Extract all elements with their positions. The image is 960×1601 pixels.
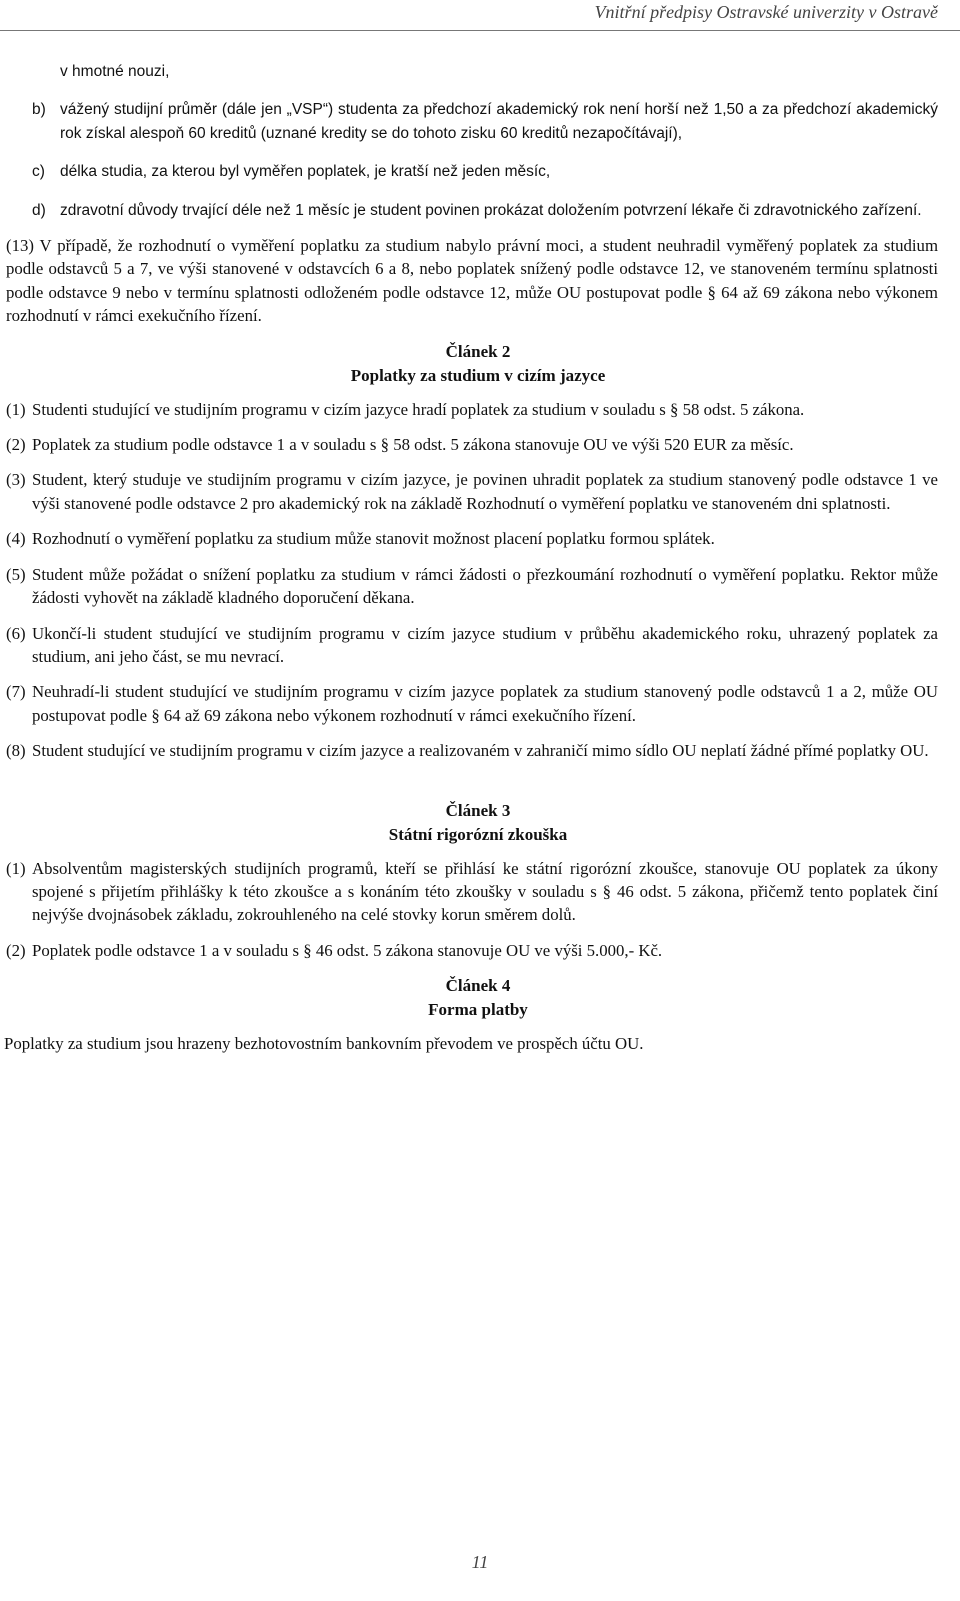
article-4-title: Forma platby bbox=[428, 1000, 528, 1020]
paragraph-label: (4) bbox=[6, 529, 26, 549]
list-item-c bbox=[0, 160, 960, 183]
header-rule bbox=[0, 30, 960, 31]
paragraph-label: (8) bbox=[6, 741, 26, 761]
paragraph-text: Student studující ve studijním programu v cizím jazyce a realizovaném v zahraničí mimo sídlo OU neplatí žádné přímé poplatky OU. bbox=[32, 741, 929, 761]
list-item-label: d) bbox=[32, 201, 46, 219]
paragraph-label: (1) bbox=[6, 858, 26, 878]
paragraph-text: Absolventům magisterských studijních programů, kteří se přihlásí ke státní rigorózní zkoušce, stanovuje OU poplatek za úkony spojené s přijetím přihlášky k této zkoušce a s konáním této zkoušky v souladu s § 46 odst. 5 zákona, přičemž tento poplatek činí nejvýše dvojnásobek základu, zokrouhleného na celé stovky korun směrem dolů. bbox=[32, 858, 938, 925]
list-item-b bbox=[0, 98, 960, 145]
article-2-paragraph bbox=[0, 433, 960, 456]
page-number: 11 bbox=[471, 1552, 489, 1572]
paragraph-text: Student, který studuje ve studijním programu v cizím jazyce, je povinen uhradit poplatek za studium stanovený podle odstavce 1 ve výši stanovené podle odstavce 2 pro akademický rok na základě Rozhodnutí o vyměření poplatku ve stanoveném dni splatnosti. bbox=[32, 470, 938, 513]
article-2-paragraph bbox=[0, 622, 960, 669]
list-item-d bbox=[0, 199, 960, 222]
running-header: Vnitřní předpisy Ostravské univerzity v Ostravě bbox=[594, 2, 938, 22]
paragraph-label: (5) bbox=[6, 564, 26, 584]
list-item-text: zdravotní důvody trvající déle než 1 měsíc je student povinen prokázat doložením potvrzení lékaře či zdravotnického zařízení. bbox=[60, 201, 922, 219]
article-2-paragraph bbox=[0, 563, 960, 610]
article-2-paragraph bbox=[0, 739, 960, 762]
paragraph-text: Poplatek podle odstavce 1 a v souladu s § 46 odst. 5 zákona stanovuje OU ve výši 5.000,- Kč. bbox=[32, 940, 663, 960]
paragraph-label: (6) bbox=[6, 623, 26, 643]
paragraph-text: Neuhradí-li student studující ve studijním programu v cizím jazyce poplatek za studium stanovený podle odstavců 1 a 2, může OU postupovat podle § 64 až 69 zákona nebo výkonem rozhodnutí v rámci exekučního řízení. bbox=[32, 682, 938, 725]
article-3-paragraph bbox=[0, 939, 960, 962]
article-2-title: Poplatky za studium v cizím jazyce bbox=[350, 365, 606, 385]
paragraph-text: Ukončí-li student studující ve studijním programu v cizím jazyce studium v průběhu akademického roku, uhrazený poplatek za studium, ani jeho část, se mu nevrací. bbox=[32, 623, 938, 666]
paragraph-text: Rozhodnutí o vyměření poplatku za studium může stanovit možnost placení poplatku formou splátek. bbox=[32, 529, 715, 549]
paragraph-label: (1) bbox=[6, 399, 26, 419]
paragraph-label: (2) bbox=[6, 435, 26, 455]
document-body bbox=[0, 60, 960, 1056]
article-2-paragraph bbox=[0, 398, 960, 421]
article-3-paragraph bbox=[0, 857, 960, 927]
paragraph-13: (13) V případě, že rozhodnutí o vyměření poplatku za studium nabylo právní moci, a student neuhradil vyměřený poplatek za studium podle odstavců 5 a 7, ve výši stanovené v odstavcích 6 a 8, nebo poplatek snížený podle odstavce 12, ve stanoveném termínu splatnosti podle odstavce 9 nebo v termínu splatnosti odloženém podle odstavce 12, může OU postupovat podle § 64 až 69 zákona nebo výkonem rozhodnutí v rámci exekučního řízení. bbox=[6, 236, 938, 326]
article-2-paragraph bbox=[0, 680, 960, 727]
paragraph-text: Student může požádat o snížení poplatku za studium v rámci žádosti o přezkoumání rozhodnutí o vyměření poplatku. Rektor může žádosti vyhovět na základě kladného doporučení děkana. bbox=[32, 564, 938, 608]
list-item-label: b) bbox=[32, 101, 46, 119]
article-4-text: Poplatky za studium jsou hrazeny bezhotovostním bankovním převodem ve prospěch účtu OU. bbox=[4, 1034, 644, 1054]
list-fragment: v hmotné nouzi, bbox=[60, 63, 170, 80]
article-3-number: Článek 3 bbox=[445, 800, 511, 820]
paragraph-text: Studenti studující ve studijním programu v cizím jazyce hradí poplatek za studium v souladu s § 58 odst. 5 zákona. bbox=[32, 399, 805, 419]
paragraph-text: Poplatek za studium podle odstavce 1 a v souladu s § 58 odst. 5 zákona stanovuje OU ve výši 520 EUR za měsíc. bbox=[32, 435, 794, 455]
article-4-number: Článek 4 bbox=[445, 976, 511, 996]
article-2-paragraph bbox=[0, 468, 960, 515]
paragraph-label: (3) bbox=[6, 470, 26, 490]
paragraph-label: (2) bbox=[6, 940, 26, 960]
list-item-text: délka studia, za kterou byl vyměřen poplatek, je kratší než jeden měsíc, bbox=[60, 163, 551, 181]
article-2-number: Článek 2 bbox=[445, 341, 511, 361]
list-item-text: vážený studijní průměr (dále jen „VSP“) studenta za předchozí akademický rok není horší než 1,50 a za předchozí akademický rok získal alespoň 60 kreditů (uznané kredity se do tohoto zisku 60 kreditů nezapočítávají), bbox=[60, 101, 938, 142]
list-item-label: c) bbox=[32, 163, 45, 181]
article-3-title: Státní rigorózní zkouška bbox=[388, 824, 568, 844]
article-2-paragraph bbox=[0, 527, 960, 550]
paragraph-label: (7) bbox=[6, 682, 26, 702]
